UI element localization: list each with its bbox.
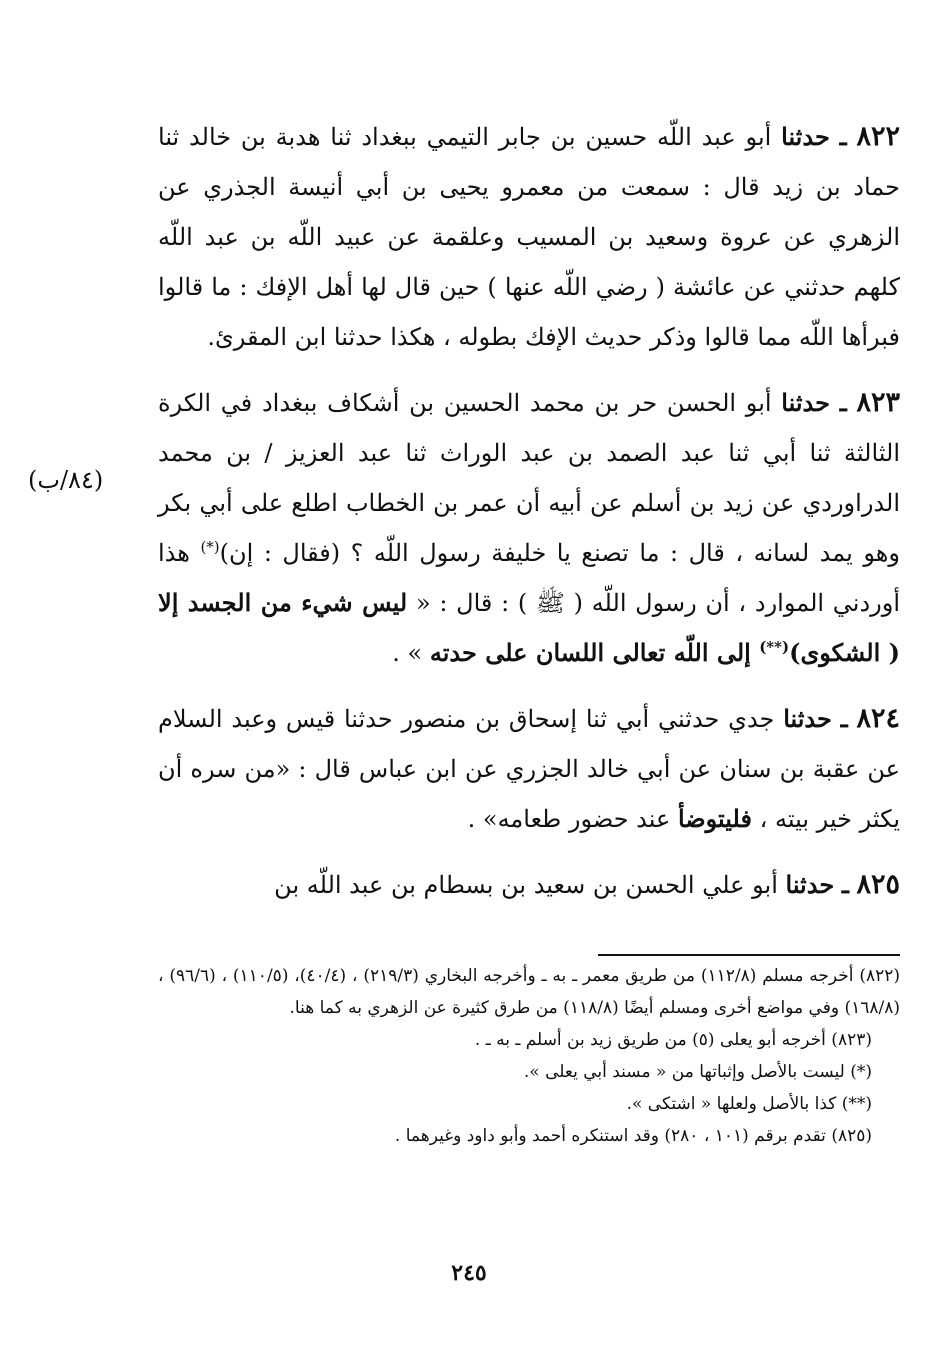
hadith-number: ٨٢٢	[856, 121, 900, 152]
hadith-keyword: حدثنا	[781, 388, 830, 417]
hadith-matn: ليس شيء من الجسد إلا ( الشكوى)	[158, 588, 900, 667]
manuscript-folio-marker: (٨٤/ب)	[28, 466, 104, 494]
footnote-marker: (*)	[200, 538, 220, 556]
footnote-822: (٨٢٢) أخرجه مسلم (١١٢/٨) من طريق معمر ـ به ـ وأخرجه البخاري (٢١٩/٣) ، (٤٠/٤)، (١١٠/٥) ، (٩٦/٦) ، (١٦٨/٨) وفي مواضع أخرى ومسلم أيضًا (١١٨/٨) من طرق كثيرة عن الزهري به كما هنا.	[158, 966, 901, 1018]
hadith-keyword: حدثنا	[781, 122, 830, 151]
hadith-number: ٨٢٣	[856, 387, 900, 418]
footnote-823: (٨٢٣) أخرجه أبو يعلى (٥) من طريق زيد بن أسلم ـ به ـ .	[474, 1030, 872, 1050]
footnote-marker: (**)	[759, 638, 790, 656]
footnote-825: (٨٢٥) تقدم برقم (١٠١ ، ٢٨٠) وقد استنكره أحمد وأبو داود وغيرهما .	[394, 1126, 872, 1146]
hadith-text: » .	[392, 639, 430, 667]
hadith-keyword: حدثنا	[785, 870, 835, 899]
hadith-825: ٨٢٥ ـ حدثنا أبو علي الحسن بن سعيد بن بسطام بن عبد اللّه بن	[274, 869, 900, 900]
hadith-text: هذا أوردني الموارد ، أن رسول اللّه ( ﷺ ) : قال : «	[158, 539, 900, 617]
hadith-keyword: حدثنا	[783, 704, 832, 733]
hadith-text: أبو عبد اللّه حسين بن جابر التيمي ببغداد ثنا هدبة بن خالد ثنا حماد بن زيد قال : سمعت من معمرو يحيى بن أبي أنيسة الجذري عن الزهري عن عروة وسعيد بن المسيب وعلقمة عن عبيد اللّه بن عبد اللّه كلهم حدثني عن عائشة ( رضي اللّه عنها ) حين قال لها أهل الإفك : ما قالوا فبرأها اللّه مما قالوا وذكر حديث الإفك بطوله ، هكذا حدثنا ابن المقرئ.	[158, 123, 900, 351]
footnote-divider	[598, 954, 900, 956]
hadith-number: ٨٢٥	[856, 869, 900, 900]
page-number: ٢٤٥	[451, 1260, 487, 1286]
main-text	[158, 112, 900, 926]
hadith-824: ٨٢٤ ـ حدثنا جدي حدثني أبي ثنا إسحاق بن منصور حدثنا قيس وعبد السلام عن عقبة بن سنان عن أبي خالد الجزري عن ابن عباس قال : «من سره أن يكثر خير بيته ، فليتوضأ عند حضور طعامه» .	[158, 703, 900, 833]
hadith-text: أبو الحسن حر بن محمد الحسين بن أشكاف ببغداد في الكرة الثالثة ثنا أبي ثنا عبد الصمد بن عبد الوراث ثنا عبد العزيز / بن محمد الدراوردي عن زيد بن أسلم عن أبيه أن عمر بن الخطاب اطلع على أبي بكر وهو يمد لسانه ، قال : ما تصنع يا خليفة رسول اللّه ؟ (فقال : إن)	[158, 389, 900, 567]
hadith-823: ٨٢٣ ـ حدثنا أبو الحسن حر بن محمد الحسين بن أشكاف ببغداد في الكرة الثالثة ثنا أبي ثنا عبد الصمد بن عبد الوراث ثنا عبد العزيز / بن محمد الدراوردي عن زيد بن أسلم عن أبيه أن عمر بن الخطاب اطلع على أبي بكر وهو يمد لسانه ، قال : ما تصنع يا خليفة رسول اللّه ؟ (فقال : إن)(*) هذا أوردني الموارد ، أن رسول اللّه ( ﷺ ) : قال : « ليس شيء من الجسد إلا ( الشكوى)(**) إلى اللّه تعالى اللسان على حدته » .	[158, 387, 900, 667]
hadith-text: جدي حدثني أبي ثنا إسحاق بن منصور حدثنا قيس وعبد السلام عن عقبة بن سنان عن أبي خالد الجزري عن ابن عباس قال : «من سره أن يكثر خير بيته ،	[158, 705, 900, 833]
footnote-double-star: (**) كذا بالأصل ولعلها « اشتكى ».	[626, 1094, 872, 1114]
footnote-star: (*) ليست بالأصل وإثباتها من « مسند أبي يعلى ».	[523, 1062, 872, 1082]
footnotes	[158, 960, 900, 1152]
hadith-number: ٨٢٤	[856, 703, 900, 734]
hadith-matn: فليتوضأ	[677, 804, 752, 833]
hadith-text: أبو علي الحسن بن سعيد بن بسطام بن عبد اللّه بن	[274, 871, 778, 899]
hadith-matn: إلى اللّه تعالى اللسان على حدته	[429, 638, 760, 667]
hadith-822: ٨٢٢ ـ حدثنا أبو عبد اللّه حسين بن جابر التيمي ببغداد ثنا هدبة بن خالد ثنا حماد بن زيد قال : سمعت من معمرو يحيى بن أبي أنيسة الجذري عن الزهري عن عروة وسعيد بن المسيب وعلقمة عن عبيد اللّه بن عبد اللّه كلهم حدثني عن عائشة ( رضي اللّه عنها ) حين قال لها أهل الإفك : ما قالوا فبرأها اللّه مما قالوا وذكر حديث الإفك بطوله ، هكذا حدثنا ابن المقرئ.	[158, 121, 900, 351]
hadith-text: عند حضور طعامه» .	[467, 805, 678, 833]
